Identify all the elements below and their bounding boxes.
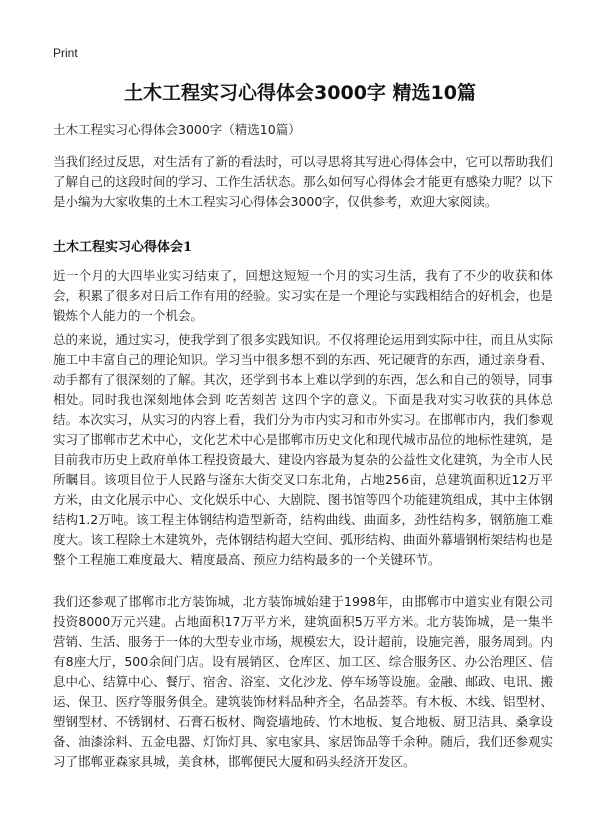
body-paragraph: 总的来说，通过实习，使我学到了很多实践知识。不仅将理论运用到实际中往，而且从实际施工中丰富自己的理论知识。学习当中很多想不到的东西、死记硬背的东西，通过亲身看、动手都有了很深刻的了解。其次，还学到书本上难以学到的东西，怎么和自己的领导，同事相处。同时我也深刻地体会到 吃苦刻苦 这四个字的意义。下面是我对实习收获的具体总结。本次实习，从实习的内容上看，我们分为市内实习和市外实习。在邯郸市内，我们参观实习了邯郸市艺术中心，文化艺术中心是邯郸市历史文化和现代城市品位的地标性建筑，是目前我市历史上政府单体工程投资最大、建设内容最为复杂的公益性文化建筑，为全市人民所瞩目。该项目位于人民路与滏东大街交叉口东北角，占地256亩，总建筑面积近12万平方米，由文化展示中心、文化娱乐中心、大剧院、图书馆等四个功能建筑组成，其中主体钢结构1.2万吨。该工程主体钢结构造型新奇，结构曲线、曲面多，劲性结构多，钢筋施工难度大。该工程除土木建筑外，壳体钢结构超大空间、弧形结构、曲面外幕墙钢桁架结构也是整个工程施工难度最大、精度最高、预应力结构最多的一个关键环节。 [53, 332, 554, 567]
print-label[interactable]: Print [53, 46, 78, 60]
section-heading: 土木工程实习心得体会1 [53, 240, 193, 255]
document-subtitle: 土木工程实习心得体会3000字（精选10篇） [53, 122, 301, 137]
body-paragraph: 近一个月的大四毕业实习结束了，回想这短短一个月的实习生活，我有了不少的收获和体会，积累了很多对日后工作有用的经验。实习实在是一个理论与实践相结合的好机会，也是锻炼个人能力的一个机会。 [53, 268, 554, 323]
body-paragraph: 我们还参观了邯郸市北方装饰城，北方装饰城始建于1998年，由邯郸市中道实业有限公司投资8000万元兴建。占地面积17万平方米，建筑面积5万平方米。北方装饰城，是一集半营销、生活、服务于一体的大型专业市场，规模宏大，设计超前，设施完善，服务周到。内有8座大厅，500余间门店。设有展销区、仓库区、加工区、综合服务区、办公治理区、信息中心、结算中心、餐厅、宿舍、浴室、文化沙龙、停车场等设施。金融、邮政、电讯、搬运、保卫、医疗等服务俱全。建筑装饰材料品种齐全，名品荟萃。有木板、木线、铝型材、塑钢型材、不锈钢材、石膏石板材、陶瓷墙地砖、竹木地板、复合地板、厨卫洁具、桑拿设备、油漆涂料、五金电器、灯饰灯具、家电家具、家居饰品等千余种。随后，我们还参观实习了邯郸亚森家具城，美食林，邯郸便民大厦和码头经济开发区。 [53, 594, 554, 769]
intro-paragraph: 当我们经过反思，对生活有了新的看法时，可以寻思将其写进心得体会中，它可以帮助我们了解自己的这段时间的学习、工作生活状态。那么如何写心得体会才能更有感染力呢？以下是小编为大家收集的土木工程实习心得体会3000字，仅供参考，欢迎大家阅读。 [53, 154, 554, 209]
document-title: 土木工程实习心得体会3000字 精选10篇 [124, 82, 476, 104]
